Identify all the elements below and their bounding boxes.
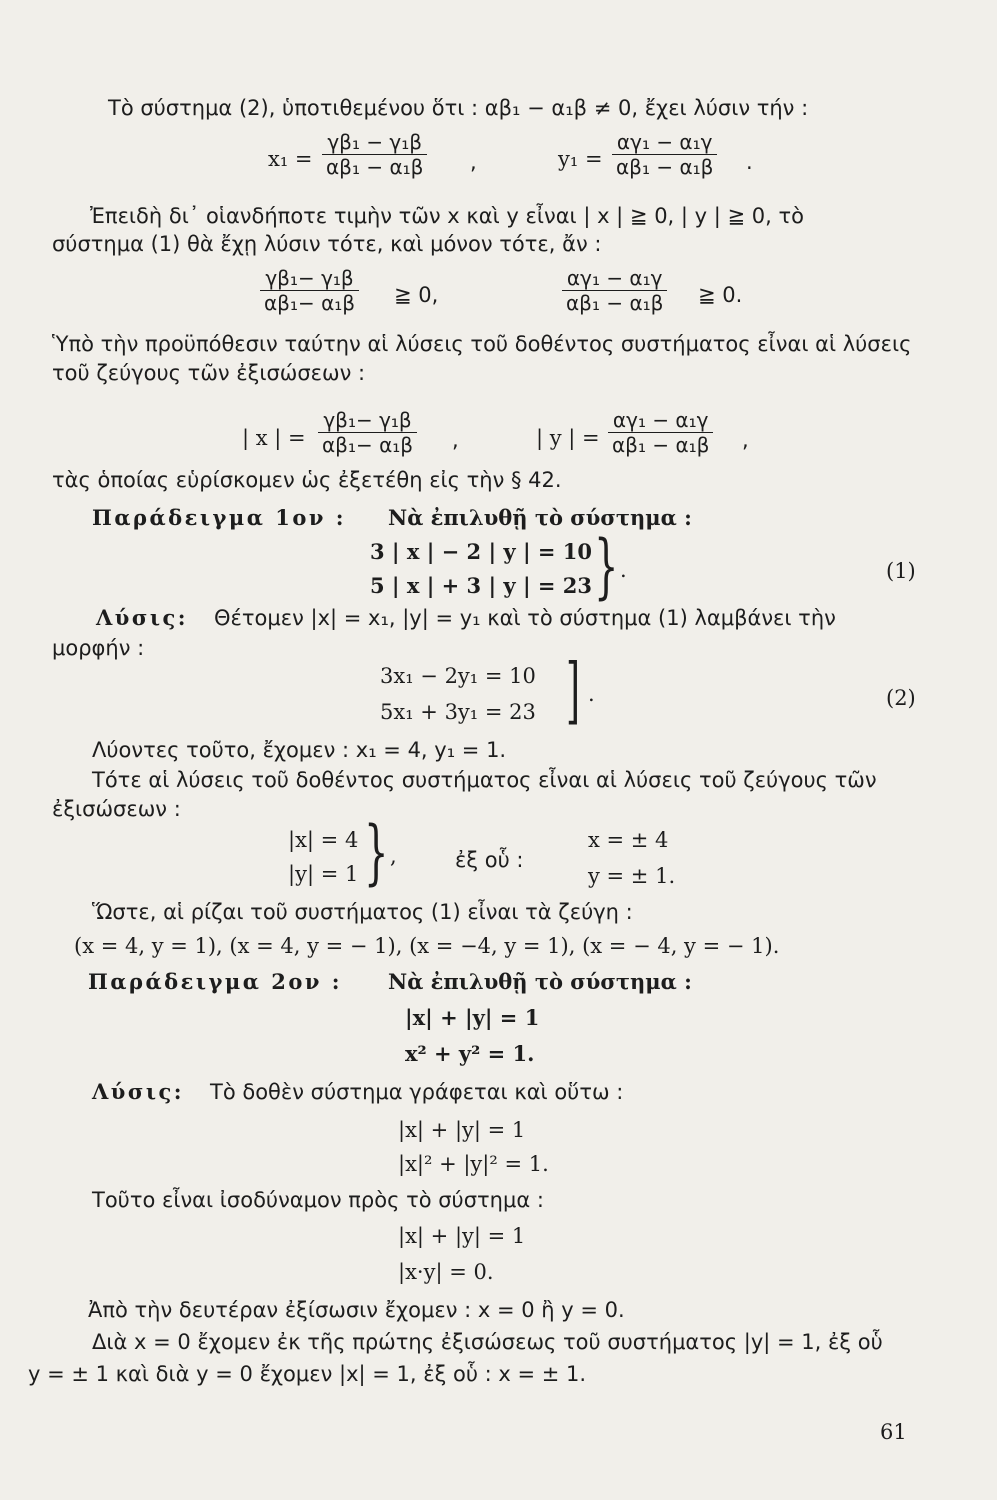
system-3-equation-1: |x| + |y| = 1 [405,1005,540,1030]
paragraph-2-line-1: Ὑπὸ τὴν προϋπόθεσιν ταύτην αἱ λύσεις τοῦ δοθέντος συστήματος εἶναι αἱ λύσεις [52,332,912,356]
ex-ou-label: ἐξ οὗ : [455,848,524,872]
system-3-equation-2: x² + y² = 1. [405,1041,535,1066]
system-2-bracket: ] [566,648,581,732]
condition-1-fraction [260,266,359,315]
example-2-heading: Παράδειγμα 2ον : [88,969,343,994]
abs-y-comma: , [742,428,749,452]
solution-y-period: . [746,150,753,174]
example-1-task: Νὰ ἐπιλυθῇ τὸ σύστημα : [388,505,692,530]
system-2-equation-2: 5x₁ + 3y₁ = 23 [380,700,536,724]
condition-2-relation: ≧ 0. [698,283,743,307]
solution-x-numerator: γβ₁ − γ₁β [327,130,423,154]
condition-2-numerator: αγ₁ − α₁γ [566,266,663,290]
solution-x-fraction [322,130,427,179]
solution-x-denominator: αβ₁ − α₁β [322,154,427,179]
condition-1-denominator: αβ₁− α₁β [260,290,359,315]
abs-x-comma: , [452,428,459,452]
solution-2-text: Τὸ δοθὲν σύστημα γράφεται καὶ οὕτω : [210,1080,624,1104]
solution-1-line-2: μορφήν : [52,636,145,660]
solution-2-heading: Λύσις: [92,1079,185,1104]
system-5-equation-1: |x| + |y| = 1 [398,1224,526,1248]
solution-y-denominator: αβ₁ − α₁β [612,154,717,179]
abs-x-lhs: | x | = [242,426,306,450]
paragraph-1-line-2: σύστημα (1) θὰ ἔχῃ λύσιν τότε, καὶ μόνον τότε, ἄν : [52,232,602,256]
then-line-1: Τότε αἱ λύσεις τοῦ δοθέντος συστήματος εἶναι αἱ λύσεις τοῦ ζεύγους τῶν [92,768,877,792]
system-1-equation-1: 3 | x | − 2 | y | = 10 [370,539,593,564]
roots-line: Ὥστε, αἱ ρίζαι τοῦ συστήματος (1) εἶναι τὰ ζεύγη : [92,900,633,924]
system-2-period: . [588,682,595,706]
condition-2-fraction [562,266,667,315]
abs-x-denominator: αβ₁− α₁β [318,432,417,457]
abs-pair-brace: } [364,811,389,893]
abs-pair-comma: , [390,844,397,868]
solution-y-numerator: αγ₁ − α₁γ [616,130,713,154]
solution-1-heading: Λύσις: [96,605,189,630]
solution-x-comma: , [470,150,477,174]
system-4-equation-2: |x|² + |y|² = 1. [398,1152,549,1176]
abs-pair-y: |y| = 1 [288,862,359,886]
system-1-equation-2: 5 | x | + 3 | y | = 23 [370,573,593,598]
system-1-brace: } [594,525,619,607]
result-y: y = ± 1. [588,864,676,888]
abs-y-denominator: αβ₁ − α₁β [608,432,713,457]
abs-pair-x: |x| = 4 [288,828,359,852]
result-x: x = ± 4 [588,828,669,852]
page-number: 61 [880,1420,907,1444]
system-2-label: (2) [886,686,916,710]
abs-y-fraction [608,408,713,457]
abs-x-numerator: γβ₁− γ₁β [323,408,412,432]
solution-y-fraction [612,130,717,179]
abs-y-lhs: | y | = [536,426,600,450]
second-equation-line: Ἀπὸ τὴν δευτέραν ἐξίσωσιν ἔχομεν : x = 0 ἢ y = 0. [88,1298,625,1322]
paragraph-1-line-1: Ἐπειδὴ δι᾿ οἱανδήποτε τιμὴν τῶν x καὶ y εἶναι | x | ≧ 0, | y | ≧ 0, τὸ [90,204,804,228]
system-5-equation-2: |x·y| = 0. [398,1260,494,1284]
example-2-task: Νὰ ἐπιλυθῇ τὸ σύστημα : [388,969,692,994]
roots-pairs: (x = 4, y = 1), (x = 4, y = − 1), (x = −4, y = 1), (x = − 4, y = − 1). [74,934,780,958]
intro-line: Τὸ σύστημα (2), ὑποτιθεμένου ὅτι : αβ₁ − α₁β ≠ 0, ἔχει λύσιν τήν : [108,96,809,120]
condition-1-relation: ≧ 0, [394,283,439,307]
system-1-label: (1) [886,559,916,583]
condition-2-denominator: αβ₁ − α₁β [562,290,667,315]
example-1-heading: Παράδειγμα 1ον : [92,505,347,530]
paragraph-3: τὰς ὁποίας εὑρίσκομεν ὡς ἐξετέθη εἰς τὴν § 42. [52,468,562,492]
solution-y-lhs: y₁ = [558,147,603,171]
abs-x-fraction [318,408,417,457]
abs-y-numerator: αγ₁ − α₁γ [612,408,709,432]
then-line-2: ἐξισώσεων : [52,797,181,821]
final-line-1: Διὰ x = 0 ἔχομεν ἐκ τῆς πρώτης ἐξισώσεως τοῦ συστήματος |y| = 1, ἐξ οὗ [92,1330,883,1354]
system-4-equation-1: |x| + |y| = 1 [398,1118,526,1142]
paragraph-2-line-2: τοῦ ζεύγους τῶν ἐξισώσεων : [52,361,366,385]
system-1-period: . [620,558,627,582]
final-line-2: y = ± 1 καὶ διὰ y = 0 ἔχομεν |x| = 1, ἐξ οὗ : x = ± 1. [28,1362,587,1386]
condition-1-numerator: γβ₁− γ₁β [265,266,354,290]
solve-line: Λύοντες τοῦτο, ἔχομεν : x₁ = 4, y₁ = 1. [92,738,507,762]
solution-1-line-1: Θέτομεν |x| = x₁, |y| = y₁ καὶ τὸ σύστημα (1) λαμβάνει τὴν [214,606,836,630]
solution-x-lhs: x₁ = [268,147,313,171]
system-2-equation-1: 3x₁ − 2y₁ = 10 [380,664,536,688]
equivalence-line: Τοῦτο εἶναι ἰσοδύναμον πρὸς τὸ σύστημα : [92,1188,544,1212]
